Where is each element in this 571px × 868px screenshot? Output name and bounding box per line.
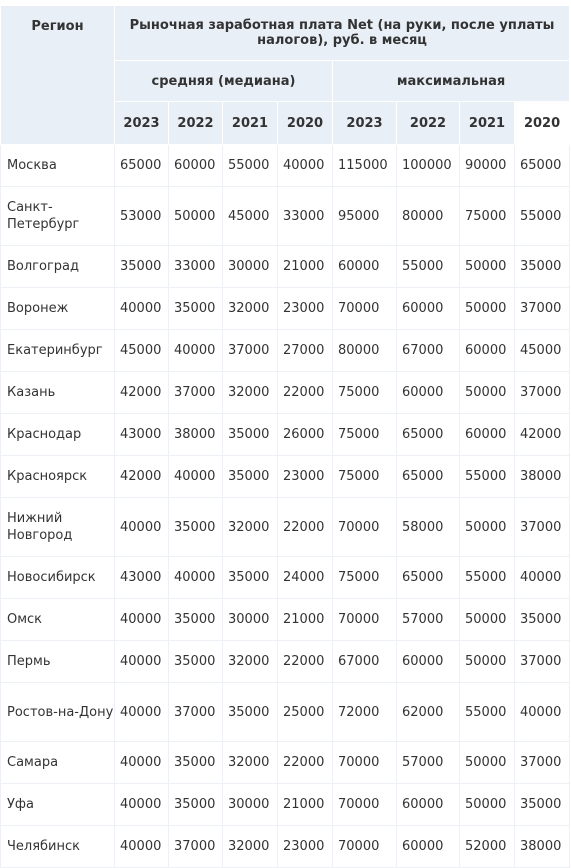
max-salary-cell: 40000 — [515, 683, 570, 742]
year-header: 2023 — [333, 102, 397, 145]
max-salary-cell: 70000 — [333, 288, 397, 330]
median-salary-cell: 35000 — [223, 683, 278, 742]
median-salary-cell: 40000 — [115, 641, 169, 683]
median-salary-cell: 33000 — [169, 246, 223, 288]
year-header: 2020 — [278, 102, 333, 145]
max-salary-cell: 50000 — [460, 784, 515, 826]
salary-group-header: Рыночная заработная плата Net (на руки, после уплаты налогов), руб. в месяц — [115, 6, 570, 61]
median-salary-cell: 35000 — [223, 557, 278, 599]
median-salary-cell: 22000 — [278, 641, 333, 683]
median-salary-cell: 40000 — [169, 330, 223, 372]
median-salary-cell: 32000 — [223, 288, 278, 330]
max-salary-cell: 65000 — [397, 414, 460, 456]
table-row — [1, 145, 570, 187]
region-cell: Нижний Новгород — [1, 498, 115, 557]
median-salary-cell: 55000 — [223, 145, 278, 187]
max-salary-cell: 37000 — [515, 372, 570, 414]
max-salary-cell: 60000 — [397, 288, 460, 330]
median-salary-cell: 26000 — [278, 414, 333, 456]
table-row — [1, 330, 570, 372]
median-salary-cell: 30000 — [223, 784, 278, 826]
table-body — [1, 145, 570, 868]
max-salary-cell: 75000 — [460, 187, 515, 246]
median-salary-cell: 32000 — [223, 641, 278, 683]
median-salary-cell: 23000 — [278, 456, 333, 498]
table-row — [1, 187, 570, 246]
salary-table — [0, 5, 570, 868]
max-salary-cell: 50000 — [460, 498, 515, 557]
median-salary-cell: 40000 — [115, 784, 169, 826]
max-salary-cell: 42000 — [515, 414, 570, 456]
median-salary-cell: 40000 — [115, 742, 169, 784]
max-salary-cell: 55000 — [460, 557, 515, 599]
max-salary-cell: 35000 — [515, 784, 570, 826]
max-salary-cell: 45000 — [515, 330, 570, 372]
region-cell: Красноярск — [1, 456, 115, 498]
max-salary-cell: 67000 — [397, 330, 460, 372]
median-salary-cell: 35000 — [169, 288, 223, 330]
max-salary-cell: 80000 — [397, 187, 460, 246]
median-salary-cell: 42000 — [115, 456, 169, 498]
max-salary-cell: 70000 — [333, 826, 397, 868]
region-column-header: Регион — [1, 6, 115, 145]
year-header: 2021 — [223, 102, 278, 145]
median-salary-cell: 40000 — [115, 599, 169, 641]
table-header — [1, 6, 570, 145]
median-salary-cell: 45000 — [223, 187, 278, 246]
table-row — [1, 641, 570, 683]
median-salary-cell: 32000 — [223, 742, 278, 784]
median-salary-cell: 37000 — [169, 683, 223, 742]
max-salary-cell: 75000 — [333, 372, 397, 414]
median-salary-cell: 33000 — [278, 187, 333, 246]
median-subheader: средняя (медиана) — [115, 61, 333, 102]
median-salary-cell: 65000 — [115, 145, 169, 187]
region-cell: Новосибирск — [1, 557, 115, 599]
median-salary-cell: 40000 — [115, 288, 169, 330]
max-salary-cell: 37000 — [515, 641, 570, 683]
max-salary-cell: 38000 — [515, 456, 570, 498]
table-row — [1, 784, 570, 826]
max-salary-cell: 58000 — [397, 498, 460, 557]
max-salary-cell: 57000 — [397, 599, 460, 641]
max-salary-cell: 70000 — [333, 599, 397, 641]
year-header: 2020 — [515, 102, 570, 145]
region-cell: Воронеж — [1, 288, 115, 330]
year-header: 2022 — [397, 102, 460, 145]
table-row — [1, 557, 570, 599]
region-cell: Омск — [1, 599, 115, 641]
median-salary-cell: 35000 — [223, 414, 278, 456]
median-salary-cell: 43000 — [115, 414, 169, 456]
table-row — [1, 288, 570, 330]
median-salary-cell: 50000 — [169, 187, 223, 246]
region-cell: Уфа — [1, 784, 115, 826]
year-header: 2021 — [460, 102, 515, 145]
region-cell: Ростов-на-Дону — [1, 683, 115, 742]
median-salary-cell: 24000 — [278, 557, 333, 599]
max-salary-cell: 50000 — [460, 246, 515, 288]
median-salary-cell: 40000 — [169, 557, 223, 599]
median-salary-cell: 32000 — [223, 826, 278, 868]
table-row — [1, 683, 570, 742]
max-salary-cell: 37000 — [515, 742, 570, 784]
max-salary-cell: 57000 — [397, 742, 460, 784]
max-salary-cell: 55000 — [515, 187, 570, 246]
region-cell: Челябинск — [1, 826, 115, 868]
max-salary-cell: 50000 — [460, 641, 515, 683]
median-salary-cell: 27000 — [278, 330, 333, 372]
region-cell: Санкт-Петербург — [1, 187, 115, 246]
median-salary-cell: 35000 — [169, 498, 223, 557]
median-salary-cell: 21000 — [278, 784, 333, 826]
max-salary-cell: 70000 — [333, 742, 397, 784]
max-salary-cell: 60000 — [397, 641, 460, 683]
max-salary-cell: 55000 — [397, 246, 460, 288]
max-salary-cell: 55000 — [460, 683, 515, 742]
median-salary-cell: 38000 — [169, 414, 223, 456]
median-salary-cell: 35000 — [169, 784, 223, 826]
region-cell: Казань — [1, 372, 115, 414]
max-salary-cell: 100000 — [397, 145, 460, 187]
max-salary-cell: 50000 — [460, 288, 515, 330]
median-salary-cell: 21000 — [278, 246, 333, 288]
max-salary-cell: 60000 — [460, 330, 515, 372]
table-row — [1, 372, 570, 414]
median-salary-cell: 21000 — [278, 599, 333, 641]
max-salary-cell: 60000 — [397, 826, 460, 868]
median-salary-cell: 37000 — [223, 330, 278, 372]
max-salary-cell: 70000 — [333, 498, 397, 557]
table-row — [1, 456, 570, 498]
year-header: 2022 — [169, 102, 223, 145]
max-salary-cell: 60000 — [333, 246, 397, 288]
median-salary-cell: 40000 — [278, 145, 333, 187]
median-salary-cell: 32000 — [223, 372, 278, 414]
median-salary-cell: 35000 — [223, 456, 278, 498]
max-salary-cell: 40000 — [515, 557, 570, 599]
median-salary-cell: 30000 — [223, 246, 278, 288]
max-salary-cell: 52000 — [460, 826, 515, 868]
median-salary-cell: 35000 — [169, 742, 223, 784]
region-cell: Екатеринбург — [1, 330, 115, 372]
median-salary-cell: 60000 — [169, 145, 223, 187]
median-salary-cell: 53000 — [115, 187, 169, 246]
median-salary-cell: 32000 — [223, 498, 278, 557]
max-salary-cell: 60000 — [397, 784, 460, 826]
year-header: 2023 — [115, 102, 169, 145]
median-salary-cell: 23000 — [278, 288, 333, 330]
max-salary-cell: 60000 — [460, 414, 515, 456]
max-salary-cell: 50000 — [460, 599, 515, 641]
max-salary-cell: 65000 — [397, 456, 460, 498]
max-salary-cell: 35000 — [515, 599, 570, 641]
max-salary-cell: 67000 — [333, 641, 397, 683]
table-row — [1, 826, 570, 868]
median-salary-cell: 25000 — [278, 683, 333, 742]
max-salary-cell: 75000 — [333, 557, 397, 599]
max-salary-cell: 70000 — [333, 784, 397, 826]
table-row — [1, 414, 570, 456]
table-row — [1, 742, 570, 784]
max-salary-cell: 90000 — [460, 145, 515, 187]
max-salary-cell: 38000 — [515, 826, 570, 868]
max-salary-cell: 80000 — [333, 330, 397, 372]
median-salary-cell: 42000 — [115, 372, 169, 414]
median-salary-cell: 30000 — [223, 599, 278, 641]
max-salary-cell: 75000 — [333, 456, 397, 498]
median-salary-cell: 22000 — [278, 742, 333, 784]
max-salary-cell: 72000 — [333, 683, 397, 742]
region-cell: Москва — [1, 145, 115, 187]
region-cell: Волгоград — [1, 246, 115, 288]
median-salary-cell: 23000 — [278, 826, 333, 868]
median-salary-cell: 40000 — [169, 456, 223, 498]
max-salary-cell: 50000 — [460, 742, 515, 784]
median-salary-cell: 35000 — [115, 246, 169, 288]
region-cell: Пермь — [1, 641, 115, 683]
table-row — [1, 246, 570, 288]
max-salary-cell: 55000 — [460, 456, 515, 498]
max-salary-cell: 35000 — [515, 246, 570, 288]
region-cell: Самара — [1, 742, 115, 784]
median-salary-cell: 45000 — [115, 330, 169, 372]
max-salary-cell: 115000 — [333, 145, 397, 187]
max-salary-cell: 65000 — [515, 145, 570, 187]
median-salary-cell: 35000 — [169, 641, 223, 683]
median-salary-cell: 37000 — [169, 372, 223, 414]
median-salary-cell: 40000 — [115, 826, 169, 868]
median-salary-cell: 43000 — [115, 557, 169, 599]
median-salary-cell: 37000 — [169, 826, 223, 868]
max-salary-cell: 37000 — [515, 498, 570, 557]
table-row — [1, 498, 570, 557]
max-salary-cell: 65000 — [397, 557, 460, 599]
max-salary-cell: 50000 — [460, 372, 515, 414]
median-salary-cell: 22000 — [278, 498, 333, 557]
max-salary-cell: 60000 — [397, 372, 460, 414]
max-salary-cell: 37000 — [515, 288, 570, 330]
table-row — [1, 599, 570, 641]
max-salary-cell: 62000 — [397, 683, 460, 742]
max-salary-cell: 95000 — [333, 187, 397, 246]
median-salary-cell: 22000 — [278, 372, 333, 414]
median-salary-cell: 40000 — [115, 683, 169, 742]
max-salary-cell: 75000 — [333, 414, 397, 456]
region-cell: Краснодар — [1, 414, 115, 456]
median-salary-cell: 40000 — [115, 498, 169, 557]
median-salary-cell: 35000 — [169, 599, 223, 641]
max-subheader: максимальная — [333, 61, 570, 102]
